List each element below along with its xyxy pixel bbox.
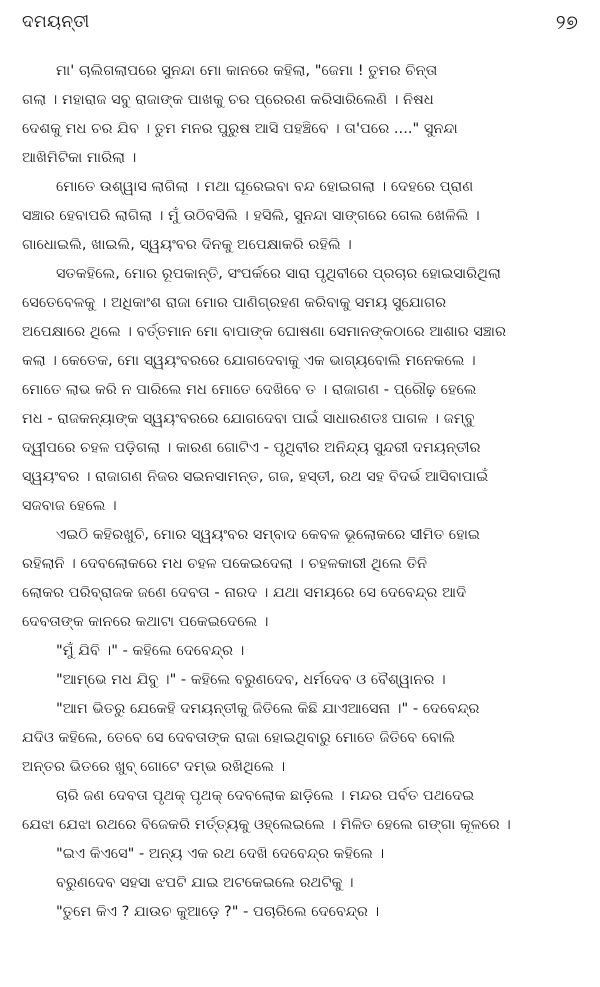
text-line: "ଆମ୍ଭେ ମଧ ଯିବୁ ।" - କହିଲେ ବରୁଣଦେବ, ଧର୍ମଦେବ ଓ ବୈଶ୍ୱାନର ।: [56, 671, 446, 688]
text-line: ମଧ - ରାଜକନ୍ୟାଙ୍କ ସ୍ୱୟଂବରରେ ଯୋଗଦେବା ପାଇଁ ସାଧାରଣତଃ ପାଗଳ । ଜମ୍ବୁ: [22, 410, 475, 427]
paragraph: [22, 781, 578, 839]
text-line: ଗାଧୋଇଲି, ଖାଇଲି, ସ୍ୱୟଂବର ଦିନକୁ ଅପେକ୍ଷାକରି ରହିଲି ।: [22, 236, 352, 253]
paragraph: [22, 665, 578, 694]
text-line: ଚାରି ଜଣ ଦେବତା ପୃଥକ୍ ପୃଥକ୍ ଦେବଲୋକ ଛାଡ଼ିଲେ । ମନ୍ଦର ପର୍ବତ ପଥଦେଇ: [56, 787, 475, 804]
text-line: ସଞ୍ଚାର ହେବାପରି ଲାଗିଲା । ମୁଁ ଉଠିବସିଲି । ହସିଲି, ସୁନନ୍ଦା ସାଙ୍ଗରେ ଗେଲ ଖେଳିଲି ।: [22, 207, 480, 224]
body-text: [22, 56, 578, 926]
text-line: ସଜବାଜ ହେଲେ ।: [22, 497, 117, 514]
text-line: ଆଖିମିଟିକା ମାରିଲା ।: [22, 149, 137, 166]
paragraph: [22, 897, 578, 926]
text-line: "ଆମ ଭିତରୁ ଯେକେହି ଦମୟନ୍ତୀକୁ ଜିତିଲେ କିଛି ଯାଏଆସେନା ।" - ଦେବେନ୍ଦ୍ର: [56, 700, 480, 717]
paragraph: [22, 636, 578, 665]
text-line: ଅନ୍ତର ଭିତରେ ଖୁବ୍ ଗୋଟେ ଦମ୍ଭ ରଖିଥିଲେ ।: [22, 758, 286, 775]
text-line: ସତକହିଲେ, ମୋର ରୂପକାନ୍ତି, ସଂପର୍କରେ ସାରା ପୃଥିବୀରେ ପ୍ରଚାର ହୋଇସାରିଥିଲା: [56, 265, 502, 282]
paragraph: [22, 868, 578, 897]
page-number: ୨୭: [555, 10, 578, 34]
text-line: ଯେଝା ଯେଝା ରଥରେ ବିଜେକରି ମର୍ତ୍ତ୍ୟକୁ ଓହ୍ଲେଇଲେ । ମିଳିତ ହେଲେ ଗଙ୍ଗା କୂଳରେ ।: [22, 816, 511, 833]
text-line: କଲା । କେତେକ, ମୋ ସ୍ୱୟଂବରରେ ଯୋଗଦେବାକୁ ଏକ ଭାଗ୍ୟବୋଲି ମନେକଲେ ।: [22, 352, 476, 369]
text-line: ସ୍ୱୟଂବର । ରାଜାଗଣ ନିଜର ସଇନସାମନ୍ତ, ଗଜ, ହସ୍ତୀ, ରଥ ସହ ବିଦର୍ଭ ଆସିବାପାଇଁ: [22, 468, 489, 485]
paragraph: [22, 839, 578, 868]
text-line: ଲୋକର ପରିବ୍ରାଜକ ଜଣେ ଦେବତା - ନାରଦ । ଯଥା ସମୟରେ ସେ ଦେବେନ୍ଦ୍ର ଆଦି: [22, 584, 467, 601]
text-line: ରହିଲାନି । ଦେବଲୋକରେ ମଧ ଚହଳ ପକେଇଦେଲା । ଚହଳକାରୀ ଥିଲେ ତିନି: [22, 555, 428, 572]
text-line: ମୋତେ ଲାଭ କରି ନ ପାରିଲେ ମଧ ମୋତେ ଦେଖିବେ ତ । ରାଜାଗଣ - ପ୍ରୌଢ଼ ହେଲେ: [22, 381, 477, 398]
text-line: "ମୁଁ ଯିବି ।" - କହିଲେ ଦେବେନ୍ଦ୍ର ।: [56, 642, 245, 659]
text-line: ଦେବତାଙ୍କ କାନରେ କଥାଟା ପକେଇଦେଲେ ।: [22, 613, 269, 630]
running-title: ଦମୟନ୍ତୀ: [22, 12, 90, 32]
paragraph: [22, 56, 578, 172]
text-line: ଗଲା । ମହାରାଜ ସବୁ ରାଜାଙ୍କ ପାଖକୁ ଚର ପ୍ରେରଣ କରିସାରିଲେଣି । ନିଷଧ: [22, 91, 434, 108]
text-line: ମୋତେ ଉଶ୍ୱାସ ଲାଗିଲା । ମଥା ଘୂରେଇବା ବନ୍ଦ ହୋଇଗଲା । ଦେହରେ ପ୍ରାଣ: [56, 178, 474, 195]
text-line: "ଇଏ କିଏସେ" - ଅନ୍ୟ ଏକ ରଥ ଦେଖି ଦେବେନ୍ଦ୍ର କହିଲେ ।: [56, 845, 385, 862]
paragraph: [22, 259, 578, 520]
text-line: ବରୁଣଦେବ ସହସା ଝପଟି ଯାଇ ଅଟକେଇଲେ ରଥଟିକୁ ।: [56, 874, 354, 891]
text-line: ମା' ଚାଲିଗଲାପରେ ସୁନନ୍ଦା ମୋ କାନରେ କହିଲା, "ଜେମା ! ତୁମର ଚିନ୍ତା: [56, 62, 438, 79]
page-header: [0, 0, 600, 40]
text-line: ଦ୍ୱୀପରେ ଚହଳ ପଡ଼ିଗଲା । କାରଣ ଗୋଟିଏ - ପୃଥିବୀର ଅନିନ୍ଦ୍ୟ ସୁନ୍ଦରୀ ଦମୟନ୍ତୀର: [22, 439, 481, 456]
text-line: ଅପେକ୍ଷାରେ ଥିଲେ । ବର୍ତ୍ତମାନ ମୋ ବାପାଙ୍କ ଘୋଷଣା ସେମାନଙ୍କଠାରେ ଆଶାର ସଞ୍ଚାର: [22, 323, 507, 340]
text-line: ଦେଶକୁ ମଧ ଚର ଯିବ । ତୁମ ମନର ପୁରୁଷ ଆସି ପହଞ୍ଚିବେ । ତା'ପରେ ...." ସୁନନ୍ଦା: [22, 120, 458, 137]
text-line: ଯଦିଓ କହିଲେ, ତେବେ ସେ ଦେବତାଙ୍କ ରାଜା ହୋଇଥିବାରୁ ମୋତେ ଜିତିବେ ବୋଲି: [22, 729, 456, 746]
paragraph: [22, 694, 578, 781]
text-line: ଏଇଠି କହିରଖୁଚି, ମୋର ସ୍ୱୟଂବର ସମ୍ବାଦ କେବଳ ଭୂଲୋକରେ ସୀମିତ ହୋଇ: [56, 526, 481, 543]
text-line: ସେତେବେଳକୁ । ଅଧିକାଂଶ ରାଜା ମୋର ପାଣିଗ୍ରହଣ କରିବାକୁ ସମୟ ସୁଯୋଗର: [22, 294, 447, 311]
paragraph: [22, 520, 578, 636]
paragraph: [22, 172, 578, 259]
text-line: "ତୁମେ କିଏ ? ଯାଉଚ କୁଆଡ଼େ ?" - ପଚାରିଲେ ଦେବେନ୍ଦ୍ର ।: [56, 903, 380, 920]
